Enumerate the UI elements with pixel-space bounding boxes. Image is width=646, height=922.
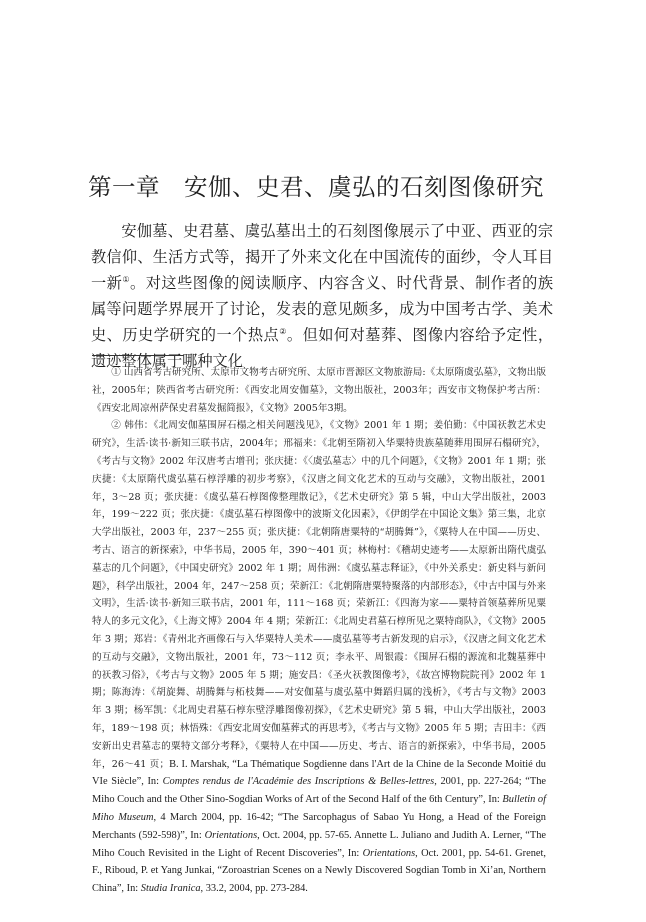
fn-en-text: , 33.2, 2004, pp. 273-284. [200,883,308,895]
fn-en-journal: Studia Iranica [140,883,201,895]
fn-en-text: , 2001, pp. 227-264; “The Miho Couch and the Other Sino-Sogdian Works of Art of the Second Half of the 6th Century”, In: [92,776,547,806]
footnote-2 [92,417,546,898]
footnotes [92,364,546,898]
fn-en-text: , Oct. 2004, pp. 57-65. Annette L. Juliano and Judith A. Lerner, “The Miho Couch Revisited in the Light of Recent Discoveries”, In: [92,829,547,859]
footnote-2-chinese: ② 韩伟：《北周安伽墓围屏石榻之相关问题浅见》，《文物》2001 年 1 期；姜伯勤：《中国祆教艺术史研究》，生活·读书·新知三联书店，2004年；邢福来：《北朝至隋初入华粟特贵族墓随葬用围屏石榻研究》，《考古与文物》2002 年汉唐考古增刊；张庆捷：《〈虞弘墓志〉中的几个问题》，《文物》2001 年 1 期；张庆捷：《太原隋代虞弘墓石椁浮雕的初步考察》，《汉唐之间文化艺术的互动与交融》，文物出版社，2001 年，3～28 页；张庆捷：《虞弘墓石椁图像整理散记》，《艺术史研究》第 5 辑，中山大学出版社，2003 年，199～222 页；张庆捷：《虞弘墓石椁图像中的波斯文化因素》，《伊朗学在中国论文集》第三集，北京大学出版社，2003 年，237～255 页；张庆捷：《北朝隋唐粟特的“胡腾舞”》，《粟特人在中国——历史、考古、语言的新探索》，中华书局，2005 年，390～401 页；林梅村：《稽胡史迹考——太原新出隋代虞弘墓志的几个问题》，《中国史研究》2002 年 1 期；周伟洲：《虞弘墓志释证》，《中外关系史：新史料与新问题》，科学出版社，2004 年，247～258 页；荣新江：《北朝隋唐粟特聚落的内部形态》，《中古中国与外来文明》，生活·读书·新知三联书店，2001 年，111～168 页；荣新江：《四海为家——粟特首领墓葬所见粟特人的多元文化》，《上海文博》2004 年 4 期；荣新江：《北周史君墓石椁所见之粟特商队》，《文物》2005 年 3 期；郑岩：《青州北齐画像石与入华粟特人美术——虞弘墓等考古新发现的启示》，《汉唐之间文化艺术的互动与交融》，文物出版社，2001 年，73～112 页；李永平、周银霞：《围屏石榻的源流和北魏墓葬中的祆教习俗》，《考古与文物》2005 年 5 期；施安昌：《圣火祆教图像考》，《故宫博物院院刊》2002 年 1 期；陈海涛：《胡旋舞、胡腾舞与柘枝舞——对安伽墓与虞弘墓中舞蹈归属的浅析》，《考古与文物》2003 年 3 期；杨军凯：《北周史君墓石椁东壁浮雕图像初探》，《艺术史研究》第 5 辑，中山大学出版社，2003 年，189～198 页；林悟殊：《西安北周安伽墓葬式的再思考》，《考古与文物》2005 年 5 期；吉田丰：《西安新出史君墓志的粟特文部分考释》，《粟特人在中国——历史、考古、语言的新探索》，中华书局，2005 年，26～41 页； [92,420,546,770]
fn-en-text: , 4 March 2004, pp. 16-42; “The Sarcophagus of Sabao Yu Hong, a Head of the Foreign Merchants (592-598)”, In: [92,811,546,841]
body-paragraph [91,218,553,374]
fn-en-journal: Orientations [362,847,416,859]
fn-en-journal: Orientations [204,829,258,841]
body-paragraph-text [91,218,553,374]
footnote-ref-1[interactable]: ① [122,274,131,284]
footnote-ref-2[interactable]: ② [279,326,287,336]
body-text-part-3: 。但如何对墓葬、图像内容给予定性，遗迹整体属于哪种文化 [91,326,554,370]
chapter-title: 第一章 安伽、史君、虞弘的石刻图像研究 [88,173,544,201]
fn-en-text: , Oct. 2001, pp. 54-61. Grenet, F., Riboud, P. et Yang Junkai, “Zoroastrian Scenes on a Newly Discovered Sogdian Tomb in Xi’an, Northern China”, In: [92,847,547,895]
footnote-separator [92,355,184,356]
body-text-part-1: 安伽墓、史君墓、虞弘墓出土的石刻图像展示了中亚、西亚的宗教信仰、生活方式等，揭开了外来文化在中国流传的面纱，令人耳目一新 [91,222,553,292]
fn-en-text: B. I. Marshak, “La Thématique Sogdienne dans l'Art de la Chine de la Seconde Moitié du VIe Siècle”, In: [92,758,546,788]
body-text-part-2: 。对这些图像的阅读顺序、内容含义、时代背景、制作者的族属等问题学界展开了讨论，发表的意见颇多，成为中国考古学、美术史、历史学研究的一个热点 [91,274,554,344]
fn-en-journal: Comptes rendus de l'Académie des Inscriptions & Belles-lettres [162,776,435,788]
footnote-1: ① 山西省考古研究所、太原市文物考古研究所、太原市晋源区文物旅游局:《太原隋虞弘墓》，文物出版社，2005年；陕西省考古研究所：《西安北周安伽墓》，文物出版社，2003年；西安市文物保护考古所：《西安北周凉州萨保史君墓发掘简报》，《文物》2005年3期。 [92,367,546,414]
footnote-2-english [92,759,546,895]
fn-en-journal: Bulletin of Miho Museum [92,794,547,823]
